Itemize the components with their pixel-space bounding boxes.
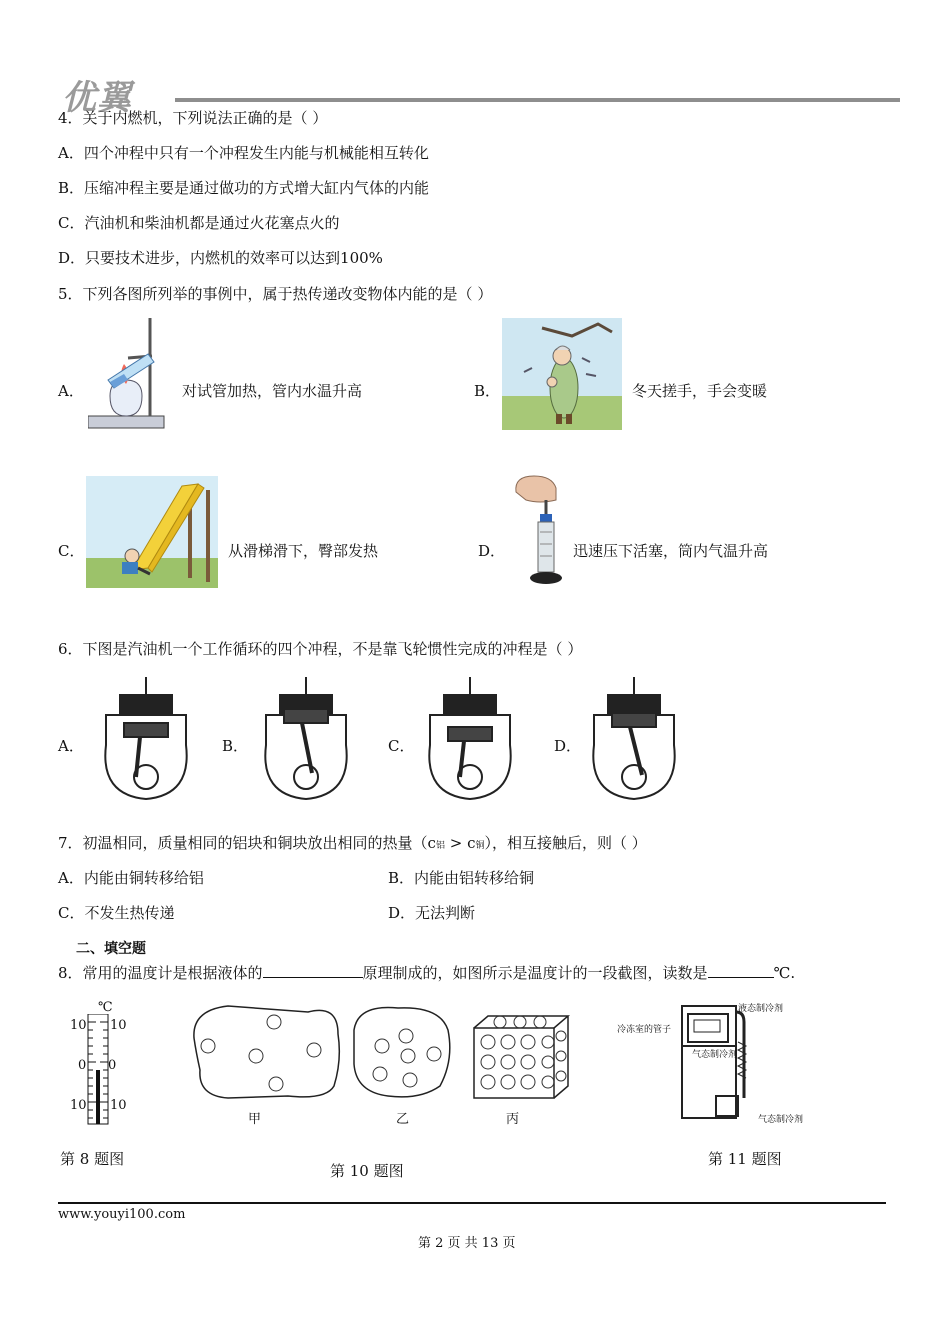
thermo-label-top-left: 10: [70, 1018, 87, 1033]
q7-option-b: B．内能由铝转移给铜: [388, 869, 535, 887]
thermometer-scale: [86, 1014, 110, 1126]
q6-c-label: C．: [388, 737, 415, 755]
engine-stroke-d-image: [584, 675, 684, 803]
caption-fig10: 第 10 题图: [330, 1162, 404, 1180]
logo: 优翼: [62, 78, 132, 118]
engine-stroke-a-image: [96, 675, 196, 803]
q7-stem: 7．初温相同，质量相同的铝块和铜块放出相同的热量（c铝 > c铜），相互接触后，则（ ）: [58, 834, 647, 852]
q4-option-c: C．汽油机和柴油机都是通过火花塞点火的: [58, 214, 340, 232]
fig10-label-bing: 丙: [506, 1112, 520, 1127]
thermo-unit: ℃: [98, 1000, 113, 1015]
q6-a-label: A．: [58, 737, 84, 755]
q5-b-letter: B．: [474, 382, 501, 400]
caption-fig8: 第 8 题图: [60, 1150, 125, 1168]
caption-fig11: 第 11 题图: [708, 1150, 782, 1168]
thermo-label-zero-right: 0: [108, 1058, 117, 1073]
q6-d-label: D．: [554, 737, 582, 755]
thermo-label-bottom-right: 10: [110, 1098, 127, 1113]
test-tube-heating-image: [88, 318, 168, 430]
q8-stem: 8．常用的温度计是根据液体的 原理制成的，如图所示是温度计的一段截图，读数是 ℃.: [58, 964, 796, 982]
q8-blank-2[interactable]: [708, 963, 774, 978]
q4-stem: 4．关于内燃机，下列说法正确的是（ ）: [58, 109, 328, 127]
q5-a-text: 对试管加热，管内水温升高: [182, 382, 363, 400]
fig11-label-gas-2: 气态制冷剂: [758, 1115, 804, 1125]
q5-stem: 5．下列各图所列举的事例中，属于热传递改变物体内能的是（ ）: [58, 285, 493, 303]
thermometer-figure: [70, 1000, 132, 1128]
q4-option-a: A．四个冲程中只有一个冲程发生内能与机械能相互转化: [58, 144, 429, 162]
footer-rule: [58, 1202, 886, 1204]
q5-c-text: 从滑梯滑下，臀部发热: [228, 542, 379, 560]
thermo-label-top-right: 10: [110, 1018, 127, 1033]
thermo-label-zero-left: 0: [78, 1058, 87, 1073]
section-title: 二、填空题: [76, 941, 146, 957]
q7-option-a: A．内能由铜转移给铝: [58, 869, 204, 887]
q7-option-c: C．不发生热传递: [58, 904, 175, 922]
q8-blank-1[interactable]: [263, 963, 363, 978]
molecule-states-figure: [188, 1000, 583, 1100]
q5-d-letter: D．: [478, 542, 506, 560]
fig10-label-jia: 甲: [248, 1112, 262, 1127]
slide-image: [86, 476, 218, 588]
fig11-label-pipe: 冷冻室的管子: [617, 1025, 672, 1035]
q7-option-d: D．无法判断: [388, 904, 476, 922]
fig11-label-gas-1: 气态制冷剂: [692, 1050, 738, 1060]
engine-stroke-b-image: [256, 675, 356, 803]
footer-url[interactable]: www.youyi100.com: [58, 1207, 186, 1222]
page-number: 第 2 页 共 13 页: [418, 1236, 516, 1251]
q5-a-letter: A．: [58, 382, 84, 400]
header-rule: [175, 98, 900, 102]
q4-option-b: B．压缩冲程主要是通过做功的方式增大缸内气体的内能: [58, 179, 430, 197]
q6-b-label: B．: [222, 737, 249, 755]
q6-stem: 6．下图是汽油机一个工作循环的四个冲程，不是靠飞轮惯性完成的冲程是（ ）: [58, 640, 583, 658]
q5-b-text: 冬天搓手，手会变暖: [632, 382, 768, 400]
q5-c-letter: C．: [58, 542, 85, 560]
fig10-label-yi: 乙: [396, 1112, 410, 1127]
thermo-label-bottom-left: 10: [70, 1098, 87, 1113]
rubbing-hands-image: [502, 318, 622, 430]
fig11-label-liquid: 液态制冷剂: [738, 1004, 784, 1014]
q5-d-text: 迅速压下活塞，筒内气温升高: [573, 542, 769, 560]
engine-stroke-c-image: [420, 675, 520, 803]
refrigerator-figure: [680, 1002, 750, 1124]
q4-option-d: D．只要技术进步，内燃机的效率可以达到100%: [58, 249, 383, 267]
piston-pump-image: [510, 472, 570, 590]
